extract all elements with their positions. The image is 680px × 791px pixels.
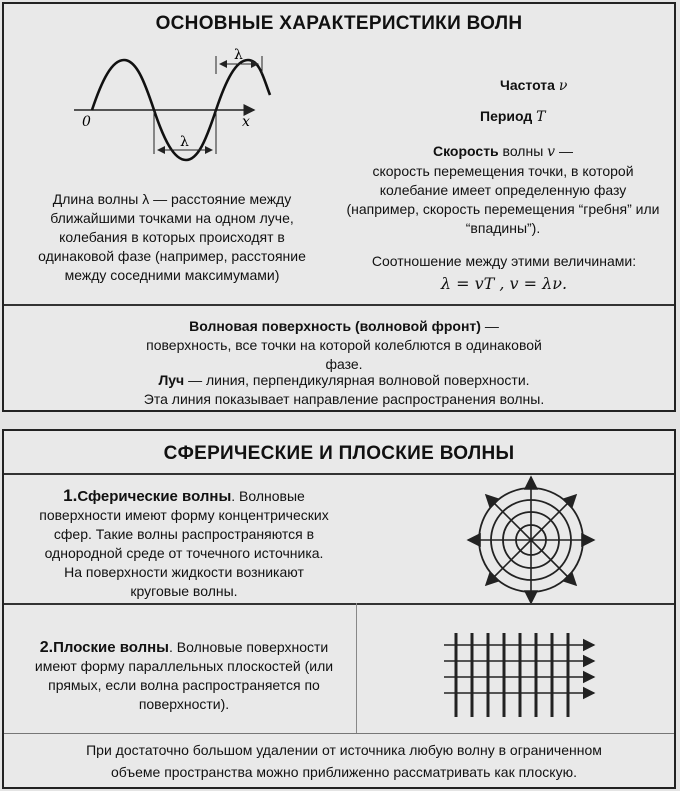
relation-formula: λ = vT , v = λν.: [440, 274, 568, 293]
column-divider: [356, 603, 357, 733]
speed-label: Скорость: [433, 143, 499, 159]
wavefront-term: Волновая поверхность (волновой фронт): [189, 318, 481, 334]
spherical-wave-diagram: [456, 475, 606, 605]
plane-approximation-note: При достаточно большом удалении от источника любую волну в ограниченном объеме пространства можно приближенно рассматривать как плоскую.: [86, 742, 602, 780]
period-symbol: T: [536, 109, 546, 125]
ray-term: Луч: [158, 372, 185, 388]
speed-block: Скорость волны v — скорость перемещения точки, в которой колебание имеет определенную фазу (например, скорость перемещения “гребня” или “впадины”).: [346, 143, 660, 236]
spherical-waves-term: Сферические волны: [77, 488, 232, 505]
spherical-waves-text: 1.Сферические волны. Волновые поверхности имеют форму концентрических сфер. Такие волны распространяются в однородной среде от точечного источника. На поверхности жидкости возникают круговые волны.: [39, 486, 329, 599]
lambda-bottom-label: λ: [180, 134, 189, 150]
panel-title-characteristics: ОСНОВНЫЕ ХАРАКТЕРИСТИКИ ВОЛН: [155, 13, 523, 34]
ray-note: Эта линия показывает направление распространения волны.: [143, 391, 545, 407]
period-line: [480, 107, 546, 127]
sine-wave-graph: [74, 47, 274, 160]
frequency-line: [500, 76, 567, 96]
frequency-symbol: ν: [558, 78, 568, 94]
origin-label: 0: [82, 114, 91, 130]
period-label: Период: [480, 108, 533, 124]
wavefront-text: поверхность, все точки на которой колеблются в одинаковой фазе.: [146, 337, 542, 372]
section-divider: [4, 304, 674, 306]
frequency-label: Частота: [500, 77, 555, 93]
relation-text: Соотношение между этими величинами:: [371, 253, 637, 269]
wavelength-definition: Длина волны λ — расстояние между ближайшими точками на одном луче, колебания в которых происходят в одинаковой фазе (например, расстояние между соседними максимумами): [38, 191, 306, 283]
speed-symbol: v: [547, 144, 556, 160]
spherical-plane-waves-panel: [2, 429, 676, 789]
circular-waves-note: На поверхности жидкости возникают круговые волны.: [64, 564, 304, 599]
wavefront-definition: Волновая поверхность (волновой фронт) — поверхность, все точки на которой колеблются в одинаковой фазе.: [146, 318, 542, 372]
speed-description: скорость перемещения точки, в которой колебание имеет определенную фазу (например, скорость перемещения “гребня” или “впадины”).: [346, 163, 660, 236]
plane-waves-text: 2.Плоские волны. Волновые поверхности имеют форму параллельных плоскостей (или прямых, если волна распространяется по поверхности).: [34, 639, 334, 712]
plane-wave-diagram: [434, 603, 604, 733]
section-divider-3: [4, 733, 674, 734]
x-axis-label: x: [242, 114, 250, 130]
panel-title-spherical-plane: СФЕРИЧЕСКИЕ И ПЛОСКИЕ ВОЛНЫ: [163, 443, 515, 464]
lambda-top-label: λ: [234, 47, 243, 63]
plane-waves-term: Плоские волны: [53, 639, 169, 656]
ray-definition: Луч — линия, перпендикулярная волновой поверхности. Эта линия показывает направление распространения волны.: [143, 372, 545, 407]
wave-characteristics-panel: [2, 2, 676, 412]
